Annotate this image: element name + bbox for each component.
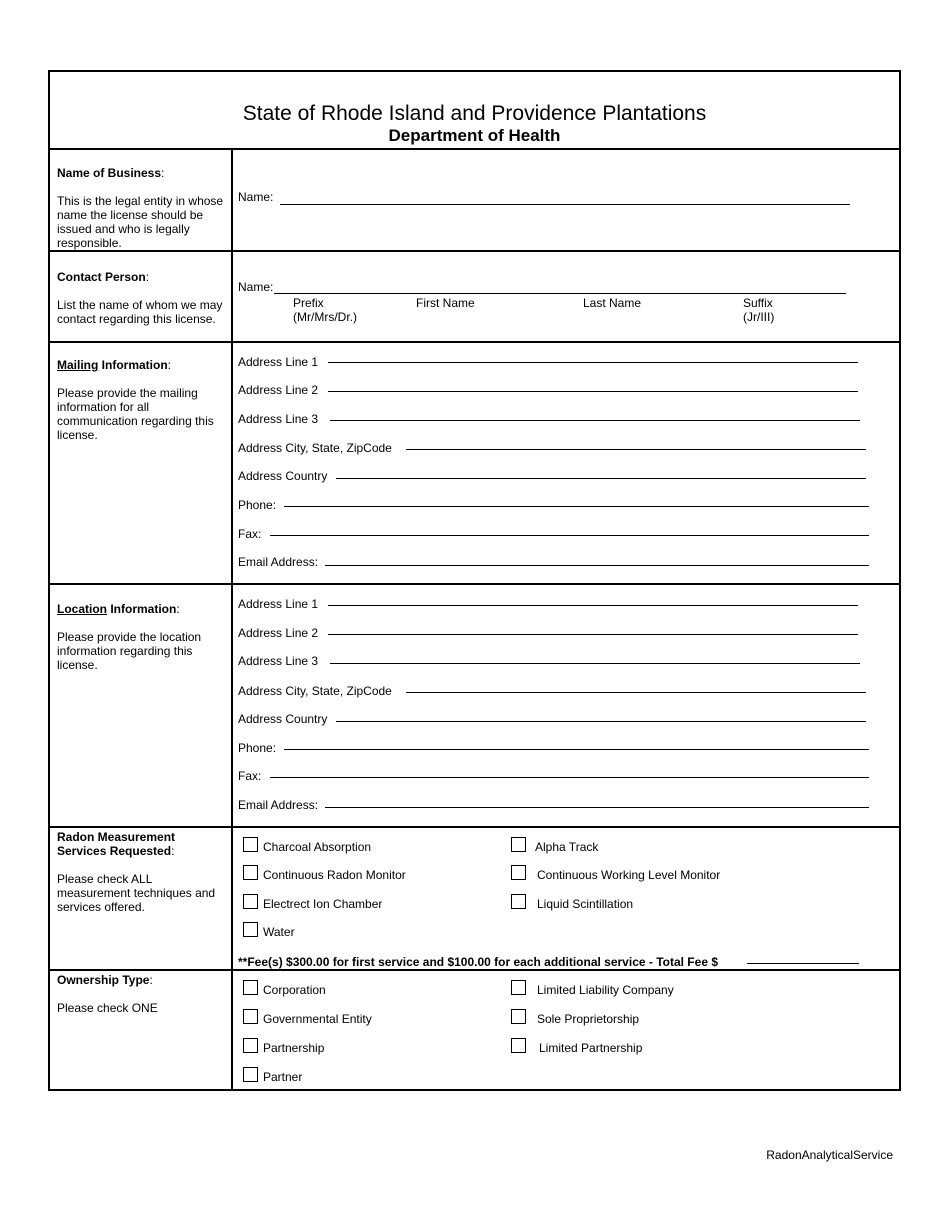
alpha-track-label: Alpha Track xyxy=(535,840,599,854)
state-title: State of Rhode Island and Providence Plantations xyxy=(242,102,707,125)
water-label: Water xyxy=(263,925,295,939)
location-address-line-3-label: Address Line 3 xyxy=(238,654,319,668)
mailing-city-state-zip-label: Address City, State, ZipCode xyxy=(238,441,392,455)
location-city-state-zip-field[interactable] xyxy=(406,692,866,693)
ownership-description: Please check ONE xyxy=(57,1001,158,1015)
electrect-ion-chamber-checkbox[interactable] xyxy=(243,894,258,909)
ownership-section-label: Ownership Type: Please check ONE xyxy=(57,973,225,1015)
business-heading: Name of Business xyxy=(57,166,162,180)
department-title: Department of Health xyxy=(388,126,561,145)
location-country-field[interactable] xyxy=(336,721,866,722)
location-address-line-3-field[interactable] xyxy=(330,663,860,664)
last-name-caption: Last Name xyxy=(583,296,642,310)
business-description: This is the legal entity in whose name the license should be issued and who is legally responsible. xyxy=(57,194,224,250)
column-divider xyxy=(231,148,233,1089)
location-heading-underlined: Location xyxy=(57,602,107,616)
sole-proprietorship-checkbox[interactable] xyxy=(511,1009,526,1024)
governmental-entity-checkbox[interactable] xyxy=(243,1009,258,1024)
mailing-address-line-2-label: Address Line 2 xyxy=(238,383,319,397)
corporation-checkbox[interactable] xyxy=(243,980,258,995)
continuous-working-level-monitor-checkbox[interactable] xyxy=(511,865,526,880)
business-section-label: Name of Business: This is the legal entity in whose name the license should be issued and who is legally responsible. xyxy=(57,166,224,250)
location-phone-label: Phone: xyxy=(238,741,277,755)
location-section-label: Location Information: Please provide the location information regarding this license. xyxy=(57,602,225,672)
charcoal-absorption-label: Charcoal Absorption xyxy=(263,840,372,854)
mailing-address-line-1-field[interactable] xyxy=(328,362,858,363)
form-id: RadonAnalyticalService xyxy=(766,1148,893,1162)
location-phone-field[interactable] xyxy=(284,749,869,750)
row-divider xyxy=(50,341,899,343)
mailing-heading-underlined: Mailing xyxy=(57,358,99,372)
contact-name-field[interactable] xyxy=(274,293,846,294)
limited-liability-company-label: Limited Liability Company xyxy=(537,983,674,997)
location-email-label: Email Address: xyxy=(238,798,319,812)
mailing-country-field[interactable] xyxy=(336,478,866,479)
mailing-email-field[interactable] xyxy=(325,565,869,566)
limited-partnership-checkbox[interactable] xyxy=(511,1038,526,1053)
partnership-checkbox[interactable] xyxy=(243,1038,258,1053)
contact-heading: Contact Person xyxy=(57,270,146,284)
location-address-line-1-field[interactable] xyxy=(328,605,858,606)
location-fax-label: Fax: xyxy=(238,769,262,783)
mailing-fax-field[interactable] xyxy=(270,535,869,536)
total-fee-field[interactable] xyxy=(747,963,859,964)
form-header xyxy=(50,72,899,150)
mailing-section-label: Mailing Information: Please provide the mailing information for all communication regarding this license. xyxy=(57,358,225,442)
row-divider xyxy=(50,969,899,971)
continuous-radon-monitor-checkbox[interactable] xyxy=(243,865,258,880)
governmental-entity-label: Governmental Entity xyxy=(263,1012,372,1026)
electrect-ion-chamber-label: Electrect Ion Chamber xyxy=(263,897,383,911)
contact-name-label: Name: xyxy=(238,280,274,294)
radon-heading: Radon Measurement Services Requested xyxy=(57,830,176,858)
application-form xyxy=(48,70,901,1091)
location-address-line-2-label: Address Line 2 xyxy=(238,626,319,640)
liquid-scintillation-label: Liquid Scintillation xyxy=(537,897,634,911)
partner-label: Partner xyxy=(263,1070,303,1084)
row-divider xyxy=(50,583,899,585)
partnership-label: Partnership xyxy=(263,1041,325,1055)
mailing-phone-label: Phone: xyxy=(238,498,277,512)
limited-liability-company-checkbox[interactable] xyxy=(511,980,526,995)
mailing-country-label: Address Country xyxy=(238,469,328,483)
water-checkbox[interactable] xyxy=(243,922,258,937)
business-name-label: Name: xyxy=(238,190,274,204)
prefix-caption: Prefix (Mr/Mrs/Dr.) xyxy=(293,296,357,324)
row-divider xyxy=(50,826,899,828)
mailing-fax-label: Fax: xyxy=(238,527,262,541)
sole-proprietorship-label: Sole Proprietorship xyxy=(537,1012,640,1026)
continuous-radon-monitor-label: Continuous Radon Monitor xyxy=(263,868,406,882)
contact-section-label: Contact Person: List the name of whom we may contact regarding this license. xyxy=(57,270,225,326)
first-name-caption: First Name xyxy=(416,296,475,310)
radon-description: Please check ALL measurement techniques and services offered. xyxy=(57,872,216,914)
partner-checkbox[interactable] xyxy=(243,1067,258,1082)
liquid-scintillation-checkbox[interactable] xyxy=(511,894,526,909)
mailing-phone-field[interactable] xyxy=(284,506,869,507)
mailing-address-line-2-field[interactable] xyxy=(328,391,858,392)
suffix-caption: Suffix (Jr/III) xyxy=(743,296,775,324)
location-email-field[interactable] xyxy=(325,807,869,808)
mailing-city-state-zip-field[interactable] xyxy=(406,449,866,450)
location-address-line-1-label: Address Line 1 xyxy=(238,597,319,611)
alpha-track-checkbox[interactable] xyxy=(511,837,526,852)
limited-partnership-label: Limited Partnership xyxy=(539,1041,643,1055)
location-country-label: Address Country xyxy=(238,712,328,726)
ownership-heading: Ownership Type xyxy=(57,973,150,987)
location-fax-field[interactable] xyxy=(270,777,869,778)
mailing-description: Please provide the mailing information for all communication regarding this license. xyxy=(57,386,214,442)
contact-description: List the name of whom we may contact regarding this license. xyxy=(57,298,223,326)
mailing-address-line-3-label: Address Line 3 xyxy=(238,412,319,426)
corporation-label: Corporation xyxy=(263,983,326,997)
mailing-address-line-3-field[interactable] xyxy=(330,420,860,421)
location-city-state-zip-label: Address City, State, ZipCode xyxy=(238,684,392,698)
row-divider xyxy=(50,250,899,252)
mailing-email-label: Email Address: xyxy=(238,555,319,569)
charcoal-absorption-checkbox[interactable] xyxy=(243,837,258,852)
continuous-working-level-monitor-label: Continuous Working Level Monitor xyxy=(537,868,721,882)
location-address-line-2-field[interactable] xyxy=(328,634,858,635)
radon-section-label: Radon Measurement Services Requested: Please check ALL measurement techniques and services offered. xyxy=(57,830,225,914)
mailing-address-line-1-label: Address Line 1 xyxy=(238,355,319,369)
fee-note: **Fee(s) $300.00 for first service and $100.00 for each additional service - Total Fee $ xyxy=(238,955,718,969)
business-name-field[interactable] xyxy=(280,204,850,205)
location-description: Please provide the location information regarding this license. xyxy=(57,630,202,672)
